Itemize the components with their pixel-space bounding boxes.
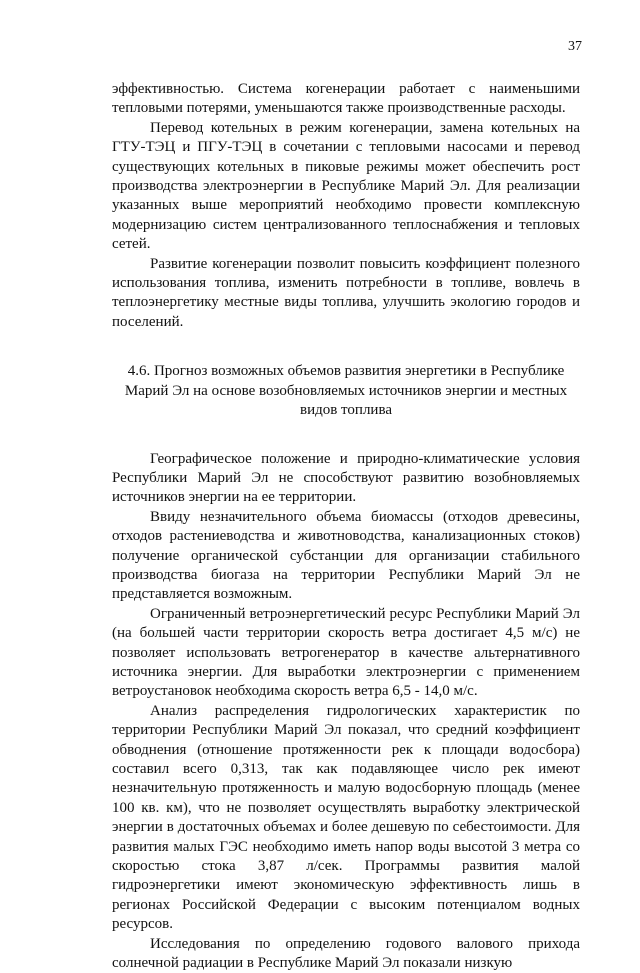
paragraph-hydrology: Анализ распределения гидрологических характеристик по территории Республики Марий Эл показал, что средний коэффициент обводнения (отношение протяженности рек к площади водосбора) составил всего 0,313, так как подавляющее число рек имеют незначительную протяженность и малую водосборную площадь (менее 100 кв. км), что не позволяет осуществлять выработку электрической энергии в достаточных объемах и более дешевую по себестоимости. Для развития малых ГЭС необходимо иметь напор воды высотой 3 метра со скоростью стока 3,87 л/сек. Программы развития малой гидроэнергетики имеют экономическую эффективность лишь в регионах Российской Федерации с высоким потенциалом водных ресурсов. xyxy=(112,702,580,933)
paragraph-wind: Ограниченный ветроэнергетический ресурс Республики Марий Эл (на большей части территории скорость ветра достигает 4,5 м/с) не позволяет использовать ветрогенератор в качестве альтернативного источника энергии. Для выработки электроэнергии с применением ветроустановок необходима скорость ветра 6,5 - 14,0 м/с. xyxy=(112,605,580,700)
paragraph-solar: Исследования по определению годового валового прихода солнечной радиации в Республике Марий Эл показали низкую xyxy=(112,935,580,972)
section-heading-line: 4.6. Прогноз возможных объемов развития энергетики в Республике xyxy=(127,363,565,380)
paragraph-continuation: эффективностью. Система когенерации работает с наименьшими тепловыми потерями, уменьшаются также производственные расходы. xyxy=(112,81,580,117)
section-heading-line: видов топлива xyxy=(299,402,392,419)
paragraph-cogeneration-development: Развитие когенерации позволит повысить коэффициент полезного использования топлива, изменить потребности в топливе, вовлечь в теплоэнергетику местные виды топлива, улучшить экологию городов и поселений. xyxy=(112,255,580,330)
page-content xyxy=(112,80,580,973)
page-number: 37 xyxy=(568,39,582,54)
section-heading xyxy=(112,362,580,420)
paragraph-cogeneration-transfer: Перевод котельных в режим когенерации, замена котельных на ГТУ-ТЭЦ и ПГУ-ТЭЦ в сочетании с тепловыми насосами и перевод существующих котельных в пиковые режимы может обеспечить рост производства электроэнергии в Республике Марий Эл. Для реализации указанных выше мероприятий необходимо провести комплексную модернизацию систем централизованного теплоснабжения и тепловых сетей. xyxy=(112,119,580,253)
paragraph-geography: Географическое положение и природно-климатические условия Республики Марий Эл не способствуют развитию возобновляемых источников энергии на ее территории. xyxy=(112,450,580,506)
paragraph-biomass: Ввиду незначительного объема биомассы (отходов древесины, отходов растениеводства и животноводства, канализационных стоков) получение органической субстанции для организации стабильного производства биогаза на территории Республики Марий Эл не представляется возможным. xyxy=(112,508,580,603)
section-heading-line: Марий Эл на основе возобновляемых источников энергии и местных xyxy=(124,382,568,399)
